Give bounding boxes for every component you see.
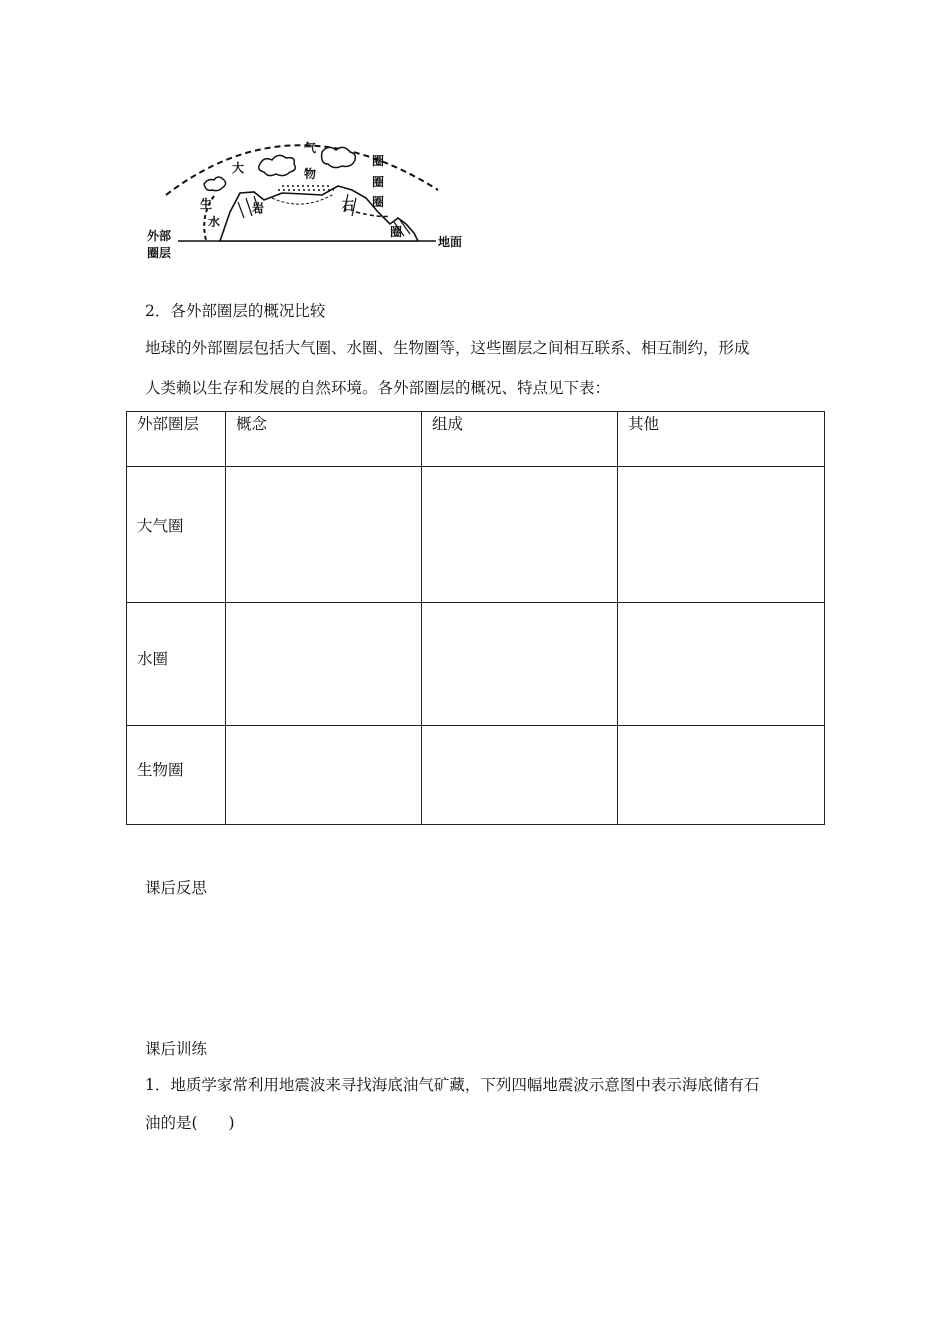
cloud-icon: [204, 177, 226, 191]
label-yan: 岩: [252, 201, 265, 215]
table-cell-empty[interactable]: [422, 726, 618, 825]
cloud-icon: [322, 147, 356, 167]
label-outer-1: 外部: [147, 229, 172, 243]
table-row: [127, 467, 825, 603]
question-1-line-2: 油的是( ): [145, 1114, 235, 1132]
label-outer-2: 圈层: [147, 246, 172, 260]
label-wu: 物: [304, 167, 317, 181]
table-cell-empty[interactable]: [422, 467, 618, 603]
intro-paragraph-line-1: 地球的外部圈层包括大气圈、水圈、生物圈等，这些圈层之间相互联系、相互制约，形成: [145, 339, 750, 357]
row-label-hydrosphere: 水圈: [127, 603, 226, 726]
label-quan-b: 圈: [372, 175, 385, 189]
table-row: [127, 603, 825, 726]
table-cell-empty[interactable]: [618, 467, 825, 603]
table-cell-empty[interactable]: [422, 603, 618, 726]
table-header-row: [127, 412, 825, 467]
section-heading: 2．各外部圈层的概况比较: [145, 302, 326, 320]
label-quan-d: 圈: [390, 225, 403, 239]
label-shi: 石: [342, 199, 355, 213]
label-quan-a: 圈: [372, 154, 385, 168]
table-header-cell: 概念: [226, 412, 422, 467]
label-sheng: 生: [200, 197, 213, 211]
intro-paragraph-line-2: 人类赖以生存和发展的自然环境。各外部圈层的概况、特点见下表：: [145, 379, 611, 397]
reflection-title: 课后反思: [145, 879, 208, 897]
row-label-biosphere: 生物圈: [127, 726, 226, 825]
table-header-cell: 外部圈层: [127, 412, 226, 467]
table-cell-empty[interactable]: [618, 603, 825, 726]
table-cell-empty[interactable]: [226, 603, 422, 726]
table-header-cell: 组成: [422, 412, 618, 467]
outer-spheres-diagram: [142, 120, 478, 270]
cloud-icon: [259, 155, 296, 175]
row-label-atmosphere: 大气圈: [127, 467, 226, 603]
question-1-line-1: 1．地质学家常利用地震波来寻找海底油气矿藏，下列四幅地震波示意图中表示海底储有石: [145, 1076, 760, 1094]
label-qi: 气: [304, 141, 317, 155]
table-cell-empty[interactable]: [618, 726, 825, 825]
label-quan-c: 圈: [372, 195, 385, 209]
table-row: [127, 726, 825, 825]
label-da: 大: [232, 161, 245, 175]
table-cell-empty[interactable]: [226, 467, 422, 603]
label-ground: 地面: [438, 235, 463, 249]
outer-spheres-svg: [142, 120, 478, 270]
training-title: 课后训练: [145, 1040, 208, 1058]
lithosphere-mountains: [220, 186, 418, 241]
table-header-cell: 其他: [618, 412, 825, 467]
label-shui: 水: [208, 215, 221, 229]
table-cell-empty[interactable]: [226, 726, 422, 825]
outer-spheres-table: [126, 411, 825, 825]
biosphere-dotted-band: [278, 186, 334, 190]
